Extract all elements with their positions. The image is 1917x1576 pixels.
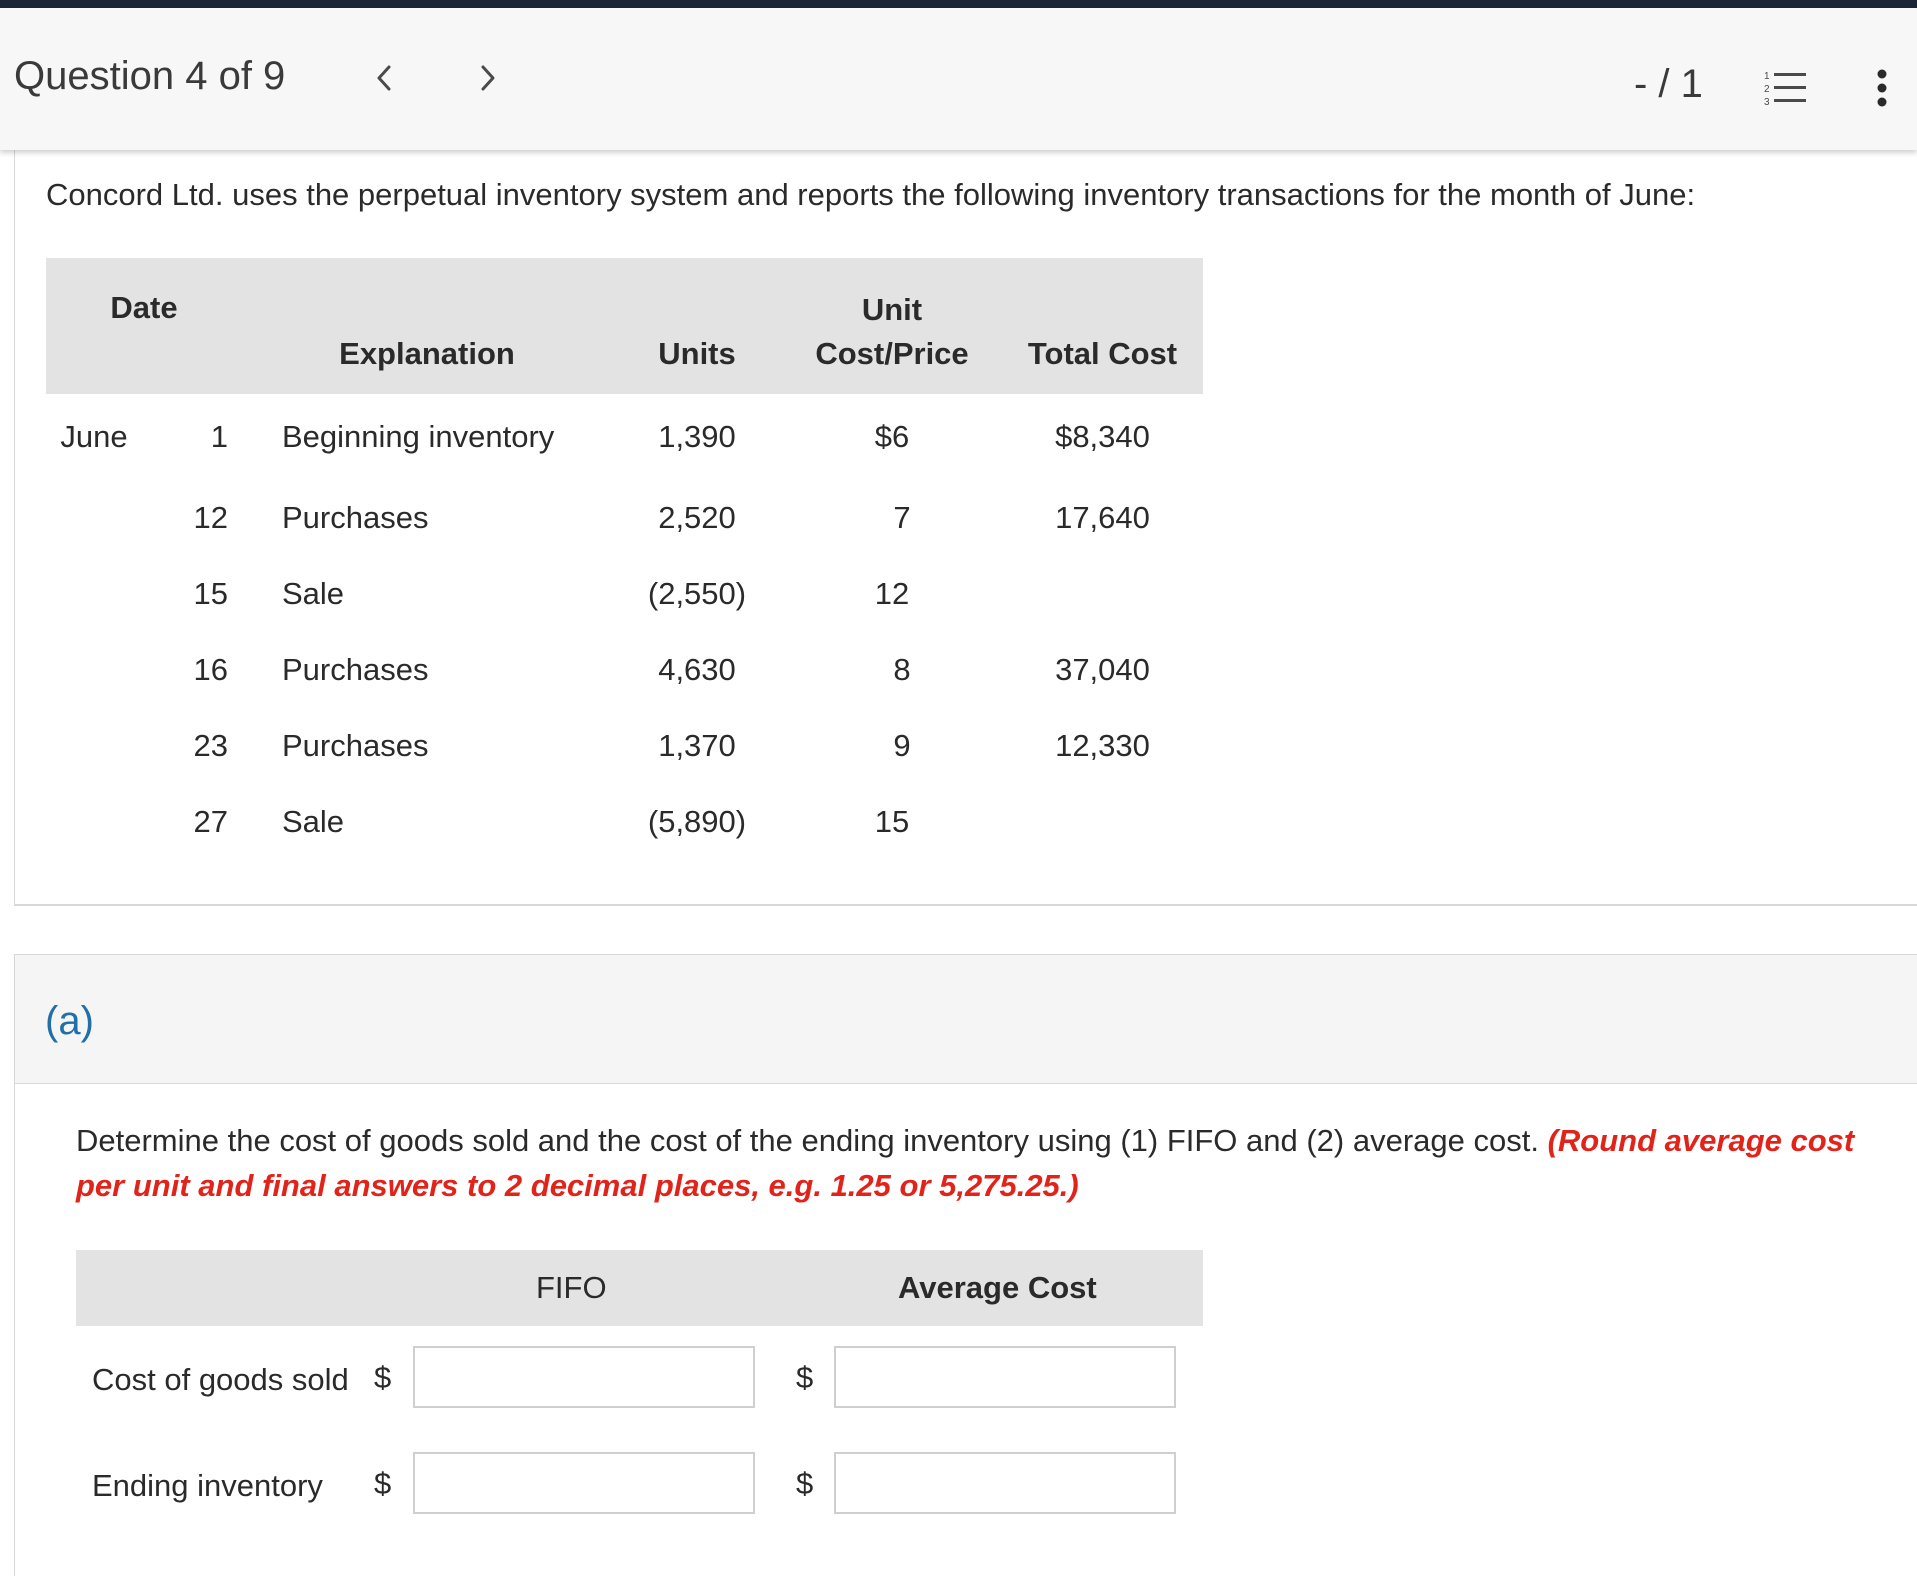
question-score: - / 1 [1634,62,1703,106]
part-a-header [14,954,1917,1084]
answer-table-header [76,1250,1203,1326]
currency-symbol: $ [374,1360,392,1395]
cell-total-cost [1002,784,1203,860]
header-explanation [242,258,612,394]
previous-question-button[interactable] [364,58,404,98]
cell-explanation: Beginning inventory [282,419,555,454]
cell-units: 2,520 [658,500,736,535]
header-units-label: Units [658,336,736,371]
next-question-button[interactable] [468,58,508,98]
cell-explanation: Purchases [282,652,429,687]
column-average-cost: Average Cost [898,1270,1097,1305]
rounding-hint: (Round average cost per unit and final answers to 2 decimal places, e.g. 1.25 or 5,275.25.) [76,1123,1855,1203]
cell-unit-cost: 8 [893,652,911,687]
cogs-label: Cost of goods sold [92,1362,349,1397]
cell-unit-cost: $6 [874,419,910,454]
cell-units: 1,390 [658,419,736,454]
more-vertical-icon [1870,68,1894,112]
header-unit-cost-line2: Cost/Price [815,336,969,371]
currency-symbol: $ [796,1466,814,1501]
cell-month: June [60,419,128,454]
header-total-cost-label: Total Cost [1027,336,1178,371]
cell-day: 1 [210,419,228,454]
cell-unit-cost: 12 [874,576,910,611]
question-header [0,8,1917,150]
cogs-average-input[interactable] [834,1346,1176,1408]
cell-month [46,784,142,860]
currency-symbol: $ [374,1466,392,1501]
cell-units: 1,370 [658,728,736,763]
more-options-button[interactable] [1870,68,1894,112]
ending-inventory-average-input[interactable] [834,1452,1176,1514]
cell-unit-cost: 7 [893,500,911,535]
cell-unit-cost: 15 [874,804,910,839]
cell-total-cost: 17,640 [1055,500,1150,535]
header-total-cost [1002,258,1203,394]
column-fifo: FIFO [536,1270,607,1305]
table-header-row [46,258,1203,394]
cell-explanation: Sale [282,576,345,611]
part-a-instruction [76,1118,1856,1208]
ending-inventory-fifo-input[interactable] [413,1452,755,1514]
cell-total-cost: 37,040 [1055,652,1150,687]
cell-month [46,632,142,708]
numbered-list-icon [1762,68,1810,108]
cell-units: (2,550) [647,576,747,611]
question-title: Question 4 of 9 [14,54,286,98]
cell-units: (5,890) [647,804,747,839]
ending-inventory-label: Ending inventory [92,1468,323,1503]
chevron-right-icon [478,64,498,92]
cell-month [46,480,142,556]
svg-text:3: 3 [1764,97,1770,108]
table-row [46,556,1203,632]
cell-month [46,556,142,632]
cell-unit-cost: 9 [893,728,911,763]
cell-day: 12 [193,500,228,535]
cogs-fifo-input[interactable] [413,1346,755,1408]
header-unit-cost-line1: Unit [861,292,923,327]
instruction-text: Determine the cost of goods sold and the cost of the ending inventory using (1) FIFO and (2) average cost. [76,1123,1539,1158]
header-explanation-label: Explanation [339,336,515,371]
table-row [46,784,1203,860]
question-intro: Concord Ltd. uses the perpetual inventory system and reports the following inventory transactions for the month of June: [46,177,1696,212]
cell-month [46,708,142,784]
header-unit-cost [782,258,1002,394]
table-row [46,480,1203,556]
cell-day: 15 [193,576,228,611]
cell-day: 23 [193,728,228,763]
header-date [46,258,242,394]
header-units [612,258,782,394]
cell-total-cost: 12,330 [1055,728,1150,763]
cell-total-cost [1002,556,1203,632]
question-list-button[interactable] [1762,68,1810,108]
table-row [46,708,1203,784]
cell-units: 4,630 [658,652,736,687]
cell-explanation: Purchases [282,500,429,535]
inventory-transactions-table [46,258,1203,860]
chevron-left-icon [374,64,394,92]
top-accent-bar [0,0,1917,8]
table-row [46,394,1203,480]
table-row [46,632,1203,708]
cell-total-cost: $8,340 [1055,419,1150,454]
svg-text:2: 2 [1764,84,1770,95]
currency-symbol: $ [796,1360,814,1395]
header-date-label: Date [110,290,178,325]
cell-day: 27 [193,804,228,839]
cell-day: 16 [193,652,228,687]
svg-text:1: 1 [1764,71,1770,82]
cell-explanation: Sale [282,804,345,839]
cell-explanation: Purchases [282,728,429,763]
part-a-label: (a) [45,999,94,1043]
